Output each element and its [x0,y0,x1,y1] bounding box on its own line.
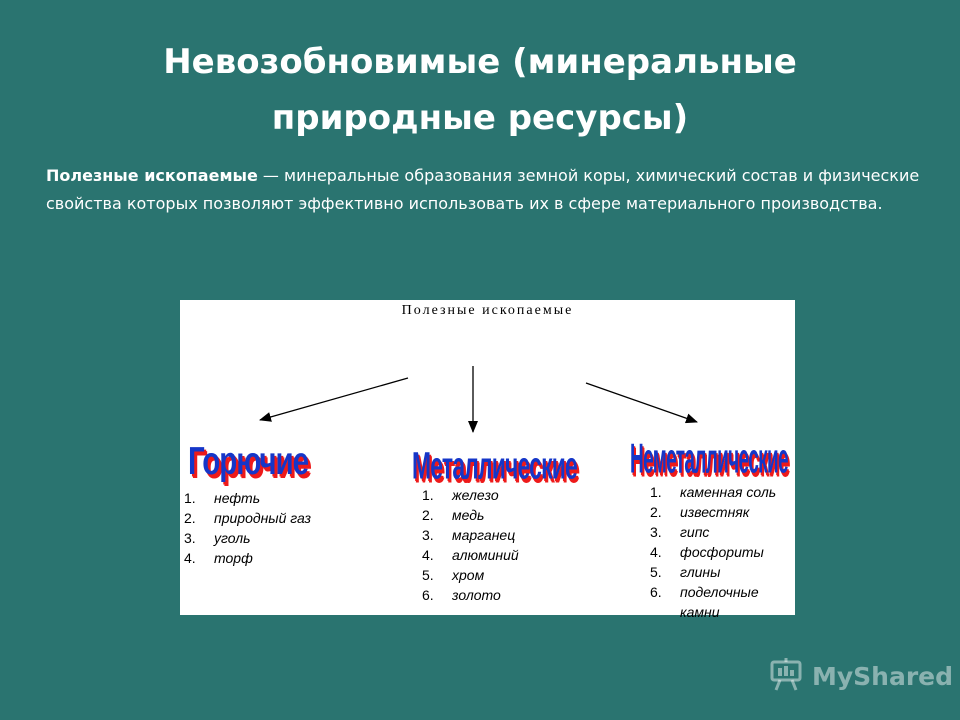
list-item: 1. железо [422,487,499,503]
diagram-title: Полезные ископаемые [401,303,574,318]
list-item: 2. природный газ [184,510,312,526]
list-item: 3. уголь [184,530,251,546]
slide-title-line-2: природные ресурсы) [271,98,689,138]
list-item: 6. золото [422,587,501,603]
combustible-list [184,488,311,568]
arrow-to-combustible [260,378,408,420]
category-heading-combustible: Горючие [188,440,309,484]
nonmetallic-list [650,482,780,622]
slide-title-line-1: Невозобновимые (минеральные [163,42,797,82]
list-item: 4. фосфориты [650,544,764,560]
list-item: 3. гипс [650,524,710,540]
metallic-list [422,485,519,605]
list-item: 2. медь [422,507,485,523]
list-item: 1. каменная соль [650,484,777,500]
list-item: 6. поделочные камни [650,584,759,620]
category-heading-nonmetallic: Неметаллические [630,436,788,483]
list-item: 5. глины [650,564,721,580]
arrow-to-nonmetallic [586,383,697,422]
definition-term: Полезные ископаемые [46,166,258,185]
presentation-board-icon [768,656,804,696]
category-heading-metallic: Металлические [412,446,577,488]
slide-title [0,34,960,146]
list-item: 3. марганец [422,527,516,543]
minerals-diagram [180,300,795,620]
list-item: 1. нефть [184,490,261,506]
list-item: 4. торф [184,550,253,566]
definition-text: — минеральные образования земной коры, химический состав и физические свойства которых позволяют эффективно использовать их в сфере материального производства. [46,166,920,213]
list-item: 4. алюминий [422,547,519,563]
list-item: 2. известняк [650,504,750,520]
definition-paragraph [46,162,951,218]
watermark [768,656,953,696]
watermark-text: MyShared [812,661,954,691]
list-item: 5. хром [422,567,485,583]
